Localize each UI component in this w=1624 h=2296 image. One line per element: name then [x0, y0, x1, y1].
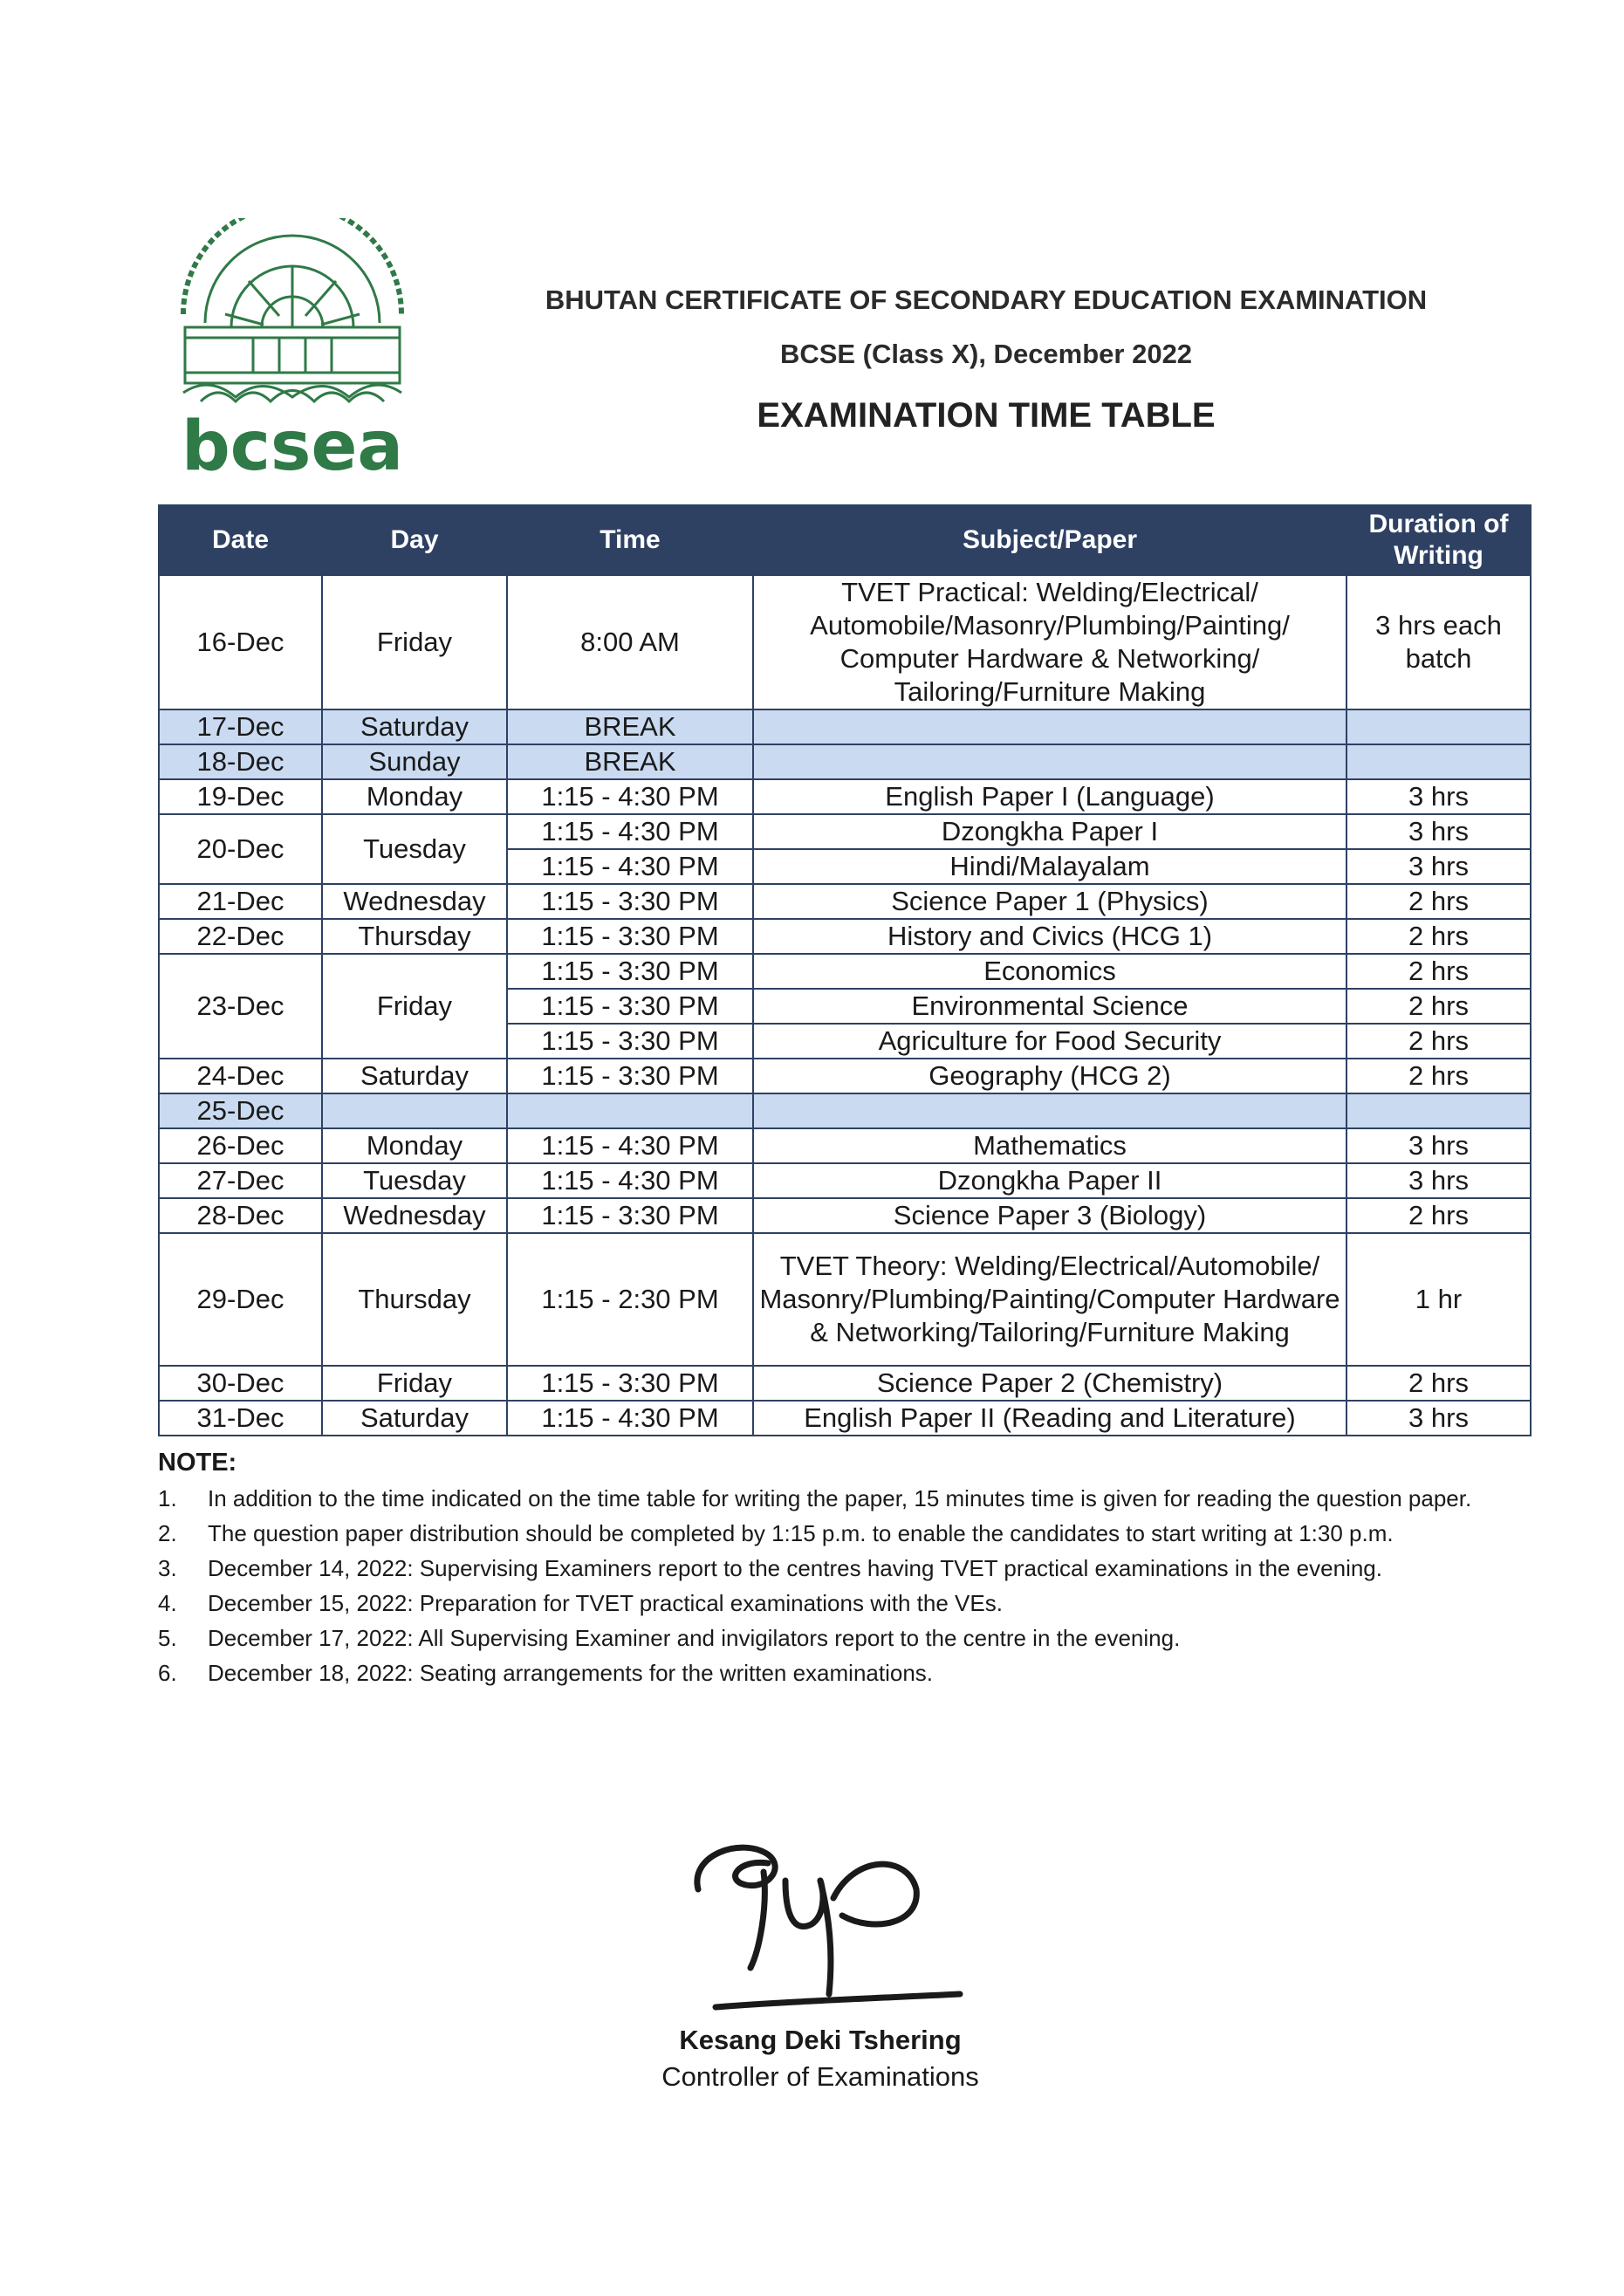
- col-header-duration: Duration of Writing: [1346, 505, 1531, 575]
- notes-heading: NOTE:: [158, 1449, 237, 1477]
- table-row: [159, 954, 1531, 989]
- subject-cell: Economics: [753, 954, 1346, 989]
- subject-cell: Hindi/Malayalam: [753, 849, 1346, 884]
- note-number: 3.: [158, 1555, 177, 1581]
- note-number: 5.: [158, 1625, 177, 1651]
- duration-cell: 2 hrs: [1346, 919, 1531, 954]
- time-cell: 1:15 - 4:30 PM: [507, 1163, 753, 1198]
- exam-subheading: BCSE (Class X), December 2022: [779, 339, 1193, 369]
- time-cell: 1:15 - 4:30 PM: [507, 1401, 753, 1436]
- time-cell: 1:15 - 3:30 PM: [507, 989, 753, 1024]
- duration-cell: 2 hrs: [1346, 1198, 1531, 1233]
- timetable: [158, 504, 1531, 1436]
- day-cell: Sunday: [322, 744, 507, 779]
- day-cell: Thursday: [322, 1233, 507, 1366]
- note-item: [158, 1517, 1484, 1550]
- table-row: [159, 1059, 1531, 1093]
- time-cell: 1:15 - 3:30 PM: [507, 954, 753, 989]
- date-cell: 29-Dec: [159, 1233, 322, 1366]
- time-cell: BREAK: [507, 744, 753, 779]
- day-cell: [322, 1093, 507, 1128]
- day-cell: Wednesday: [322, 884, 507, 919]
- time-cell: 1:15 - 3:30 PM: [507, 884, 753, 919]
- table-row: [159, 1233, 1531, 1366]
- day-cell: Saturday: [322, 709, 507, 744]
- date-cell: 20-Dec: [159, 814, 322, 884]
- handwritten-signature: [663, 1820, 977, 2029]
- time-cell: 1:15 - 4:30 PM: [507, 849, 753, 884]
- signatory-name: Kesang Deki Tshering: [679, 2025, 962, 2055]
- date-cell: 21-Dec: [159, 884, 322, 919]
- duration-cell: 2 hrs: [1346, 1366, 1531, 1401]
- note-number: 4.: [158, 1590, 177, 1616]
- day-cell: Tuesday: [322, 814, 507, 884]
- note-text: In addition to the time indicated on the time table for writing the paper, 15 minutes time is given for reading the question paper.: [208, 1485, 1472, 1511]
- subject-cell: Agriculture for Food Security: [753, 1024, 1346, 1059]
- day-cell: Saturday: [322, 1401, 507, 1436]
- signatory-title: Controller of Examinations: [661, 2061, 979, 2092]
- subject-cell: Environmental Science: [753, 989, 1346, 1024]
- duration-cell: [1346, 709, 1531, 744]
- date-cell: 18-Dec: [159, 744, 322, 779]
- date-cell: 31-Dec: [159, 1401, 322, 1436]
- table-row: [159, 884, 1531, 919]
- subject-cell: [753, 709, 1346, 744]
- date-cell: 16-Dec: [159, 575, 322, 709]
- duration-cell: [1346, 744, 1531, 779]
- page-title: EXAMINATION TIME TABLE: [757, 396, 1216, 435]
- note-item: [158, 1656, 1484, 1689]
- duration-cell: 1 hr: [1346, 1233, 1531, 1366]
- duration-cell: 3 hrs: [1346, 1163, 1531, 1198]
- subject-cell: English Paper I (Language): [753, 779, 1346, 814]
- table-row: [159, 919, 1531, 954]
- time-cell: [507, 1093, 753, 1128]
- day-cell: Wednesday: [322, 1198, 507, 1233]
- table-row: [159, 709, 1531, 744]
- note-number: 2.: [158, 1520, 177, 1546]
- subject-cell: Dzongkha Paper I: [753, 814, 1346, 849]
- table-row: [159, 575, 1531, 709]
- time-cell: 1:15 - 3:30 PM: [507, 1198, 753, 1233]
- duration-cell: 3 hrs: [1346, 1128, 1531, 1163]
- subject-cell: Science Paper 1 (Physics): [753, 884, 1346, 919]
- table-row: [159, 1093, 1531, 1128]
- subject-cell: History and Civics (HCG 1): [753, 919, 1346, 954]
- day-cell: Friday: [322, 1366, 507, 1401]
- table-row: [159, 744, 1531, 779]
- table-row: [159, 1163, 1531, 1198]
- note-item: [158, 1482, 1484, 1515]
- table-row: [159, 1128, 1531, 1163]
- subject-cell: TVET Practical: Welding/Electrical/ Automobile/Masonry/Plumbing/Painting/ Computer Hardware & Networking/ Tailoring/Furniture Making: [753, 575, 1346, 709]
- subject-cell: [753, 744, 1346, 779]
- time-cell: 1:15 - 4:30 PM: [507, 779, 753, 814]
- duration-cell: 2 hrs: [1346, 954, 1531, 989]
- notes-list: [158, 1482, 1484, 1691]
- duration-cell: 3 hrs: [1346, 849, 1531, 884]
- date-cell: 22-Dec: [159, 919, 322, 954]
- duration-cell: 3 hrs: [1346, 814, 1531, 849]
- day-cell: Monday: [322, 779, 507, 814]
- table-header-row: [159, 505, 1531, 575]
- day-cell: Friday: [322, 954, 507, 1059]
- duration-cell: 3 hrs: [1346, 779, 1531, 814]
- time-cell: BREAK: [507, 709, 753, 744]
- table-row: [159, 1198, 1531, 1233]
- duration-cell: 2 hrs: [1346, 1024, 1531, 1059]
- note-text: The question paper distribution should be completed by 1:15 p.m. to enable the candidates to start writing at 1:30 p.m.: [208, 1520, 1394, 1546]
- note-item: [158, 1587, 1484, 1620]
- time-cell: 1:15 - 4:30 PM: [507, 814, 753, 849]
- table-row: [159, 1401, 1531, 1436]
- date-cell: 23-Dec: [159, 954, 322, 1059]
- time-cell: 1:15 - 3:30 PM: [507, 919, 753, 954]
- date-cell: 30-Dec: [159, 1366, 322, 1401]
- col-header-time: Time: [507, 505, 753, 575]
- day-cell: Saturday: [322, 1059, 507, 1093]
- table-row: [159, 779, 1531, 814]
- note-text: December 17, 2022: All Supervising Examiner and invigilators report to the centre in the evening.: [208, 1625, 1181, 1651]
- duration-cell: 3 hrs: [1346, 1401, 1531, 1436]
- date-cell: 26-Dec: [159, 1128, 322, 1163]
- subject-cell: Dzongkha Paper II: [753, 1163, 1346, 1198]
- duration-cell: [1346, 1093, 1531, 1128]
- date-cell: 25-Dec: [159, 1093, 322, 1128]
- table-row: [159, 814, 1531, 849]
- logo-wordmark: bcsea: [181, 408, 404, 480]
- day-cell: Monday: [322, 1128, 507, 1163]
- note-text: December 14, 2022: Supervising Examiners report to the centres having TVET practical examinations in the evening.: [208, 1555, 1382, 1581]
- date-cell: 24-Dec: [159, 1059, 322, 1093]
- day-cell: Thursday: [322, 919, 507, 954]
- duration-cell: 2 hrs: [1346, 989, 1531, 1024]
- time-cell: 1:15 - 2:30 PM: [507, 1233, 753, 1366]
- col-header-subject: Subject/Paper: [753, 505, 1346, 575]
- note-item: [158, 1552, 1484, 1585]
- subject-cell: [753, 1093, 1346, 1128]
- time-cell: 8:00 AM: [507, 575, 753, 709]
- subject-cell: Science Paper 3 (Biology): [753, 1198, 1346, 1233]
- date-cell: 19-Dec: [159, 779, 322, 814]
- day-cell: Tuesday: [322, 1163, 507, 1198]
- subject-cell: TVET Theory: Welding/Electrical/Automobile/ Masonry/Plumbing/Painting/Computer Hardware & Networking/Tailoring/Furniture Making: [753, 1233, 1346, 1366]
- duration-cell: 2 hrs: [1346, 884, 1531, 919]
- note-item: [158, 1621, 1484, 1655]
- note-number: 1.: [158, 1485, 177, 1511]
- duration-cell: 3 hrs each batch: [1346, 575, 1531, 709]
- note-text: December 15, 2022: Preparation for TVET practical examinations with the VEs.: [208, 1590, 1003, 1616]
- duration-cell: 2 hrs: [1346, 1059, 1531, 1093]
- subject-cell: English Paper II (Reading and Literature): [753, 1401, 1346, 1436]
- col-header-date: Date: [159, 505, 322, 575]
- exam-board-heading: BHUTAN CERTIFICATE OF SECONDARY EDUCATION EXAMINATION: [545, 284, 1428, 315]
- date-cell: 28-Dec: [159, 1198, 322, 1233]
- note-text: December 18, 2022: Seating arrangements for the written examinations.: [208, 1660, 934, 1686]
- table-row: [159, 1366, 1531, 1401]
- subject-cell: Geography (HCG 2): [753, 1059, 1346, 1093]
- note-number: 6.: [158, 1660, 177, 1686]
- time-cell: 1:15 - 3:30 PM: [507, 1366, 753, 1401]
- time-cell: 1:15 - 4:30 PM: [507, 1128, 753, 1163]
- time-cell: 1:15 - 3:30 PM: [507, 1024, 753, 1059]
- time-cell: 1:15 - 3:30 PM: [507, 1059, 753, 1093]
- date-cell: 17-Dec: [159, 709, 322, 744]
- date-cell: 27-Dec: [159, 1163, 322, 1198]
- subject-cell: Mathematics: [753, 1128, 1346, 1163]
- day-cell: Friday: [322, 575, 507, 709]
- subject-cell: Science Paper 2 (Chemistry): [753, 1366, 1346, 1401]
- bcsea-logo: [166, 218, 419, 480]
- col-header-day: Day: [322, 505, 507, 575]
